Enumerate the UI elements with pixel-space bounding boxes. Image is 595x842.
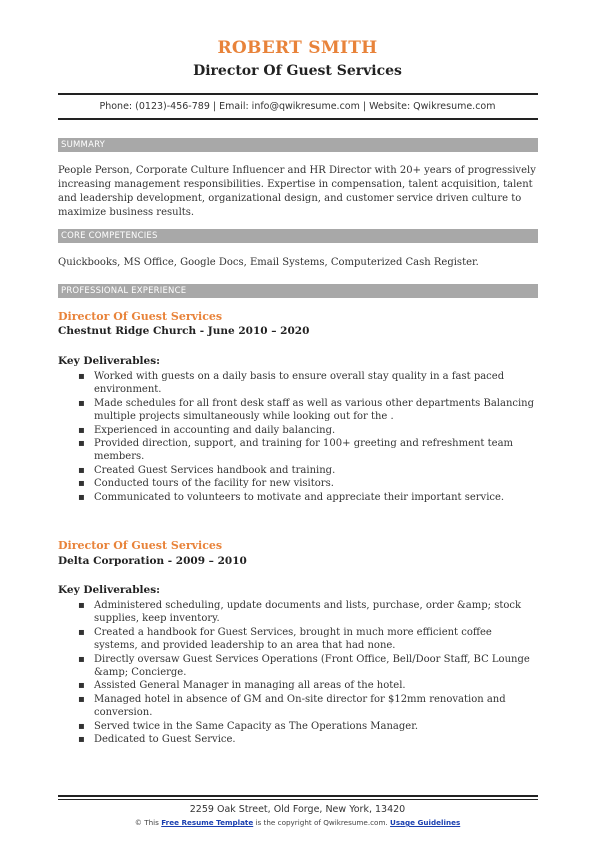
bullet-icon: ▪	[78, 464, 85, 476]
bullet-icon: ▪	[78, 626, 85, 638]
bullet-icon: ▪	[78, 478, 85, 490]
section-header-experience: PROFESSIONAL EXPERIENCE	[58, 284, 538, 298]
section-header-competencies: CORE COMPETENCIES	[58, 229, 538, 243]
bullet-icon: ▪	[78, 734, 85, 746]
summary-text: People Person, Corporate Culture Influencer and HR Director with 20+ years of progressively increasing management responsibilities. Expertise in compensation, talent acquisition, talent and leadership development, organizational design, and customer service driven culture to maximize business results.	[58, 165, 536, 218]
job-employer: Chestnut Ridge Church - June 2010 – 2020	[58, 325, 310, 337]
key-deliverables-label: Key Deliverables:	[58, 355, 161, 367]
candidate-title: Director Of Guest Services	[193, 63, 402, 79]
bullet-item: ▪ Communicated to volunteers to motivate and appreciate their important service.	[78, 491, 505, 503]
bullet-icon: ▪	[78, 720, 85, 732]
job-bullet-list	[58, 370, 538, 504]
bullet-item: ▪ Created a handbook for Guest Services, brought in much more efficient coffee systems, and provided leadership to an area that had none.	[78, 626, 492, 652]
job-bullet-list	[58, 599, 538, 746]
bullet-item: ▪ Managed hotel in absence of GM and On-site director for $12mm renovation and conversion.	[78, 693, 506, 719]
bullet-item: ▪ Experienced in accounting and daily balancing.	[78, 424, 336, 436]
bullet-item: ▪ Worked with guests on a daily basis to ensure overall stay quality in a fast paced environment.	[78, 371, 505, 396]
bullet-icon: ▪	[78, 371, 85, 382]
bullet-item: ▪ Administered scheduling, update documents and lists, purchase, order &amp; stock supplies, keep inventory.	[78, 600, 522, 625]
header-divider-top	[58, 93, 538, 95]
footer-address: 2259 Oak Street, Old Forge, New York, 13420	[189, 804, 406, 815]
bullet-icon: ▪	[78, 438, 85, 450]
header-divider-bottom	[58, 118, 538, 120]
bullet-item: ▪ Made schedules for all front desk staff as well as various other departments Balancing multiple projects simultaneously while looking out for the .	[78, 397, 535, 423]
footer-copyright	[0, 818, 595, 827]
job-title: Director Of Guest Services	[58, 539, 223, 552]
free-resume-template-link[interactable]: Free Resume Template	[161, 818, 254, 827]
bullet-item: ▪ Dedicated to Guest Service.	[78, 734, 236, 746]
footer-divider-thick	[58, 795, 538, 797]
competencies-text: Quickbooks, MS Office, Google Docs, Email Systems, Computerized Cash Register.	[58, 257, 479, 268]
job-title: Director Of Guest Services	[58, 310, 223, 323]
bullet-icon: ▪	[78, 397, 85, 409]
candidate-name: ROBERT SMITH	[217, 38, 378, 58]
job-employer: Delta Corporation - 2009 – 2010	[58, 555, 247, 567]
bullet-icon: ▪	[78, 491, 85, 503]
bullet-icon: ▪	[78, 693, 85, 705]
bullet-icon: ▪	[78, 600, 85, 611]
bullet-item: ▪ Created Guest Services handbook and training.	[78, 464, 336, 476]
bullet-item: ▪ Assisted General Manager in managing all areas of the hotel.	[78, 680, 406, 692]
copyright-middle: is the copyright of Qwikresume.com.	[255, 818, 388, 827]
contact-line: Phone: (0123)-456-789 | Email: info@qwikresume.com | Website: Qwikresume.com	[99, 101, 496, 112]
copyright-prefix: © This	[134, 818, 159, 827]
bullet-icon: ▪	[78, 424, 85, 436]
footer-divider-thin	[58, 799, 538, 800]
section-header-summary: SUMMARY	[58, 138, 538, 152]
bullet-item: ▪ Served twice in the Same Capacity as The Operations Manager.	[78, 720, 419, 732]
bullet-icon: ▪	[78, 653, 85, 665]
usage-guidelines-link[interactable]: Usage Guidelines	[390, 818, 461, 827]
bullet-item: ▪ Provided direction, support, and training for 100+ greeting and refreshment team members.	[78, 438, 514, 463]
bullet-item: ▪ Directly oversaw Guest Services Operations (Front Office, Bell/Door Staff, BC Lounge &amp; Concierge.	[78, 653, 530, 679]
bullet-icon: ▪	[78, 680, 85, 692]
bullet-item: ▪ Conducted tours of the facility for new visitors.	[78, 478, 334, 490]
key-deliverables-label: Key Deliverables:	[58, 584, 161, 596]
